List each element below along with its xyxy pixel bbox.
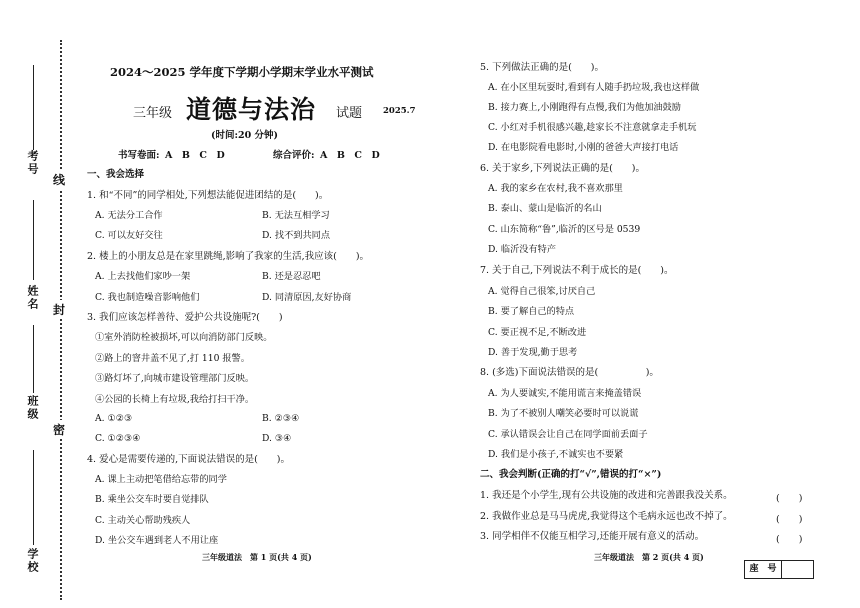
q4-option-a: A. 课上主动把笔借给忘带的同学 (95, 474, 227, 485)
q1-option-a: A. 无法分工合作 (95, 210, 163, 221)
q2-option-c: C. 我也制造噪音影响他们 (95, 292, 200, 303)
q4-option-b: B. 乘坐公交车时要自觉排队 (95, 494, 209, 505)
q6-option-c: C. 山东简称“鲁”,临沂的区号是 0539 (488, 224, 641, 235)
section-one-title: 一、我会选择 (87, 169, 145, 180)
seal-char-seal: 封 (53, 300, 65, 319)
exam-title: 2024～2025 学年度下学期小学期末学业水平测试 (110, 65, 374, 79)
judge-item-3: 3. 同学相伴不仅能互相学习,还能开展有意义的活动。 (480, 531, 705, 542)
q2-option-a: A. 上去找他们家吵一架 (95, 271, 191, 282)
q3-statement-4: ④公园的长椅上有垃圾,我给打扫干净。 (95, 394, 255, 405)
q6-option-a: A. 我的家乡在农村,我不喜欢那里 (488, 183, 623, 194)
overall-label: 综合评价: (273, 150, 315, 161)
school-line (33, 450, 34, 545)
q3-option-a: A. ①②③ (95, 413, 133, 424)
class-label: 班级 (26, 395, 39, 421)
q3-option-c: C. ①②③④ (95, 433, 141, 444)
footer-page-2: 三年级道法 第 2 页(共 4 页) (594, 552, 704, 562)
judge-item-2: 2. 我做作业总是马马虎虎,我觉得这个毛病永远也改不掉了。 (480, 511, 733, 522)
class-line (33, 325, 34, 393)
q1-stem: 1. 和“不同”的同学相处,下列想法能促进团结的是( )。 (87, 190, 329, 201)
name-label: 姓名 (26, 285, 39, 311)
q5-option-b: B. 接力赛上,小刚跑得有点慢,我们为他加油鼓励 (488, 102, 681, 113)
judge-blank-1[interactable]: ( ) (776, 493, 803, 504)
binding-dotted-line (60, 40, 62, 600)
q1-option-c: C. 可以友好交往 (95, 230, 163, 241)
paper-word: 试题 (336, 106, 363, 121)
q4-stem: 4. 爱心是需要传递的,下面说法错误的是( )。 (87, 454, 291, 465)
seal-char-secret: 密 (53, 420, 65, 439)
q2-option-b: B. 还是忍忍吧 (262, 271, 321, 282)
judge-blank-3[interactable]: ( ) (776, 534, 803, 545)
q5-option-c: C. 小红对手机很感兴趣,趁家长不注意就拿走手机玩 (488, 122, 697, 133)
q8-stem: 8. (多选)下面说法错误的是( )。 (480, 367, 659, 378)
q5-option-d: D. 在电影院看电影时,小刚的爸爸大声接打电话 (488, 142, 679, 153)
subject-title: 道德与法治 (186, 95, 317, 124)
q7-option-d: D. 善于发现,勤于思考 (488, 347, 578, 358)
q4-option-d: D. 坐公交车遇到老人不用让座 (95, 535, 219, 546)
q7-option-a: A. 觉得自己很笨,讨厌自己 (488, 286, 596, 297)
seal-char-line: 线 (53, 170, 65, 189)
overall-grades: A B C D (320, 150, 380, 161)
judge-item-1: 1. 我还是个小学生,现有公共设施的改进和完善跟我没关系。 (480, 490, 733, 501)
q8-option-d: D. 我们是小孩子,不诚实也不要紧 (488, 449, 624, 460)
q8-option-c: C. 承认错误会让自己在同学面前丢面子 (488, 429, 648, 440)
exam-time: (时间:20 分钟) (211, 130, 279, 141)
q6-option-d: D. 临沂没有特产 (488, 244, 557, 255)
grade-label: 三年级 (133, 106, 173, 121)
q5-option-a: A. 在小区里玩耍时,看到有人随手扔垃圾,我也这样做 (488, 82, 700, 93)
writing-grades: A B C D (165, 150, 225, 161)
exam-number-line (33, 65, 34, 150)
q3-statement-3: ③路灯坏了,向城市建设管理部门反映。 (95, 373, 255, 384)
seat-number-label: 座 号 (745, 561, 782, 578)
q4-option-c: C. 主动关心帮助残疾人 (95, 515, 191, 526)
section-two-title: 二、我会判断(正确的打“√”,错误的打“×”) (480, 469, 662, 480)
seat-number-field[interactable] (782, 561, 813, 578)
q7-option-b: B. 要了解自己的特点 (488, 306, 575, 317)
q1-option-b: B. 无法互相学习 (262, 210, 330, 221)
q5-stem: 5. 下列做法正确的是( )。 (480, 62, 604, 73)
q7-stem: 7. 关于自己,下列说法不利于成长的是( )。 (480, 265, 674, 276)
q2-stem: 2. 楼上的小朋友总是在家里跳绳,影响了我家的生活,我应该( )。 (87, 251, 370, 262)
q8-option-b: B. 为了不被别人嘲笑必要时可以说谎 (488, 408, 639, 419)
q3-stem: 3. 我们应该怎样善待、爱护公共设施呢?( ) (87, 312, 283, 323)
q3-option-d: D. ③④ (262, 433, 292, 444)
q8-option-a: A. 为人要诚实,不能用谎言来掩盖错误 (488, 388, 642, 399)
q3-option-b: B. ②③④ (262, 413, 300, 424)
q3-statement-2: ②路上的窨井盖不见了,打 110 报警。 (95, 353, 250, 364)
writing-label: 书写卷面: (118, 150, 160, 161)
judge-blank-2[interactable]: ( ) (776, 514, 803, 525)
q2-option-d: D. 同清原因,友好协商 (262, 292, 352, 303)
name-line (33, 200, 34, 280)
exam-date: 2025.7 (383, 106, 416, 116)
footer-page-1: 三年级道法 第 1 页(共 4 页) (202, 552, 312, 562)
q3-statement-1: ①室外消防栓被损坏,可以向消防部门反映。 (95, 332, 273, 343)
q6-option-b: B. 泰山、蒙山是临沂的名山 (488, 203, 602, 214)
q7-option-c: C. 要正视不足,不断改进 (488, 327, 587, 338)
exam-number-label: 考号 (26, 150, 39, 176)
q1-option-d: D. 找不到共同点 (262, 230, 331, 241)
q6-stem: 6. 关于家乡,下列说法正确的是( )。 (480, 163, 646, 174)
school-label: 学校 (26, 548, 39, 574)
seat-number-box (744, 560, 814, 579)
